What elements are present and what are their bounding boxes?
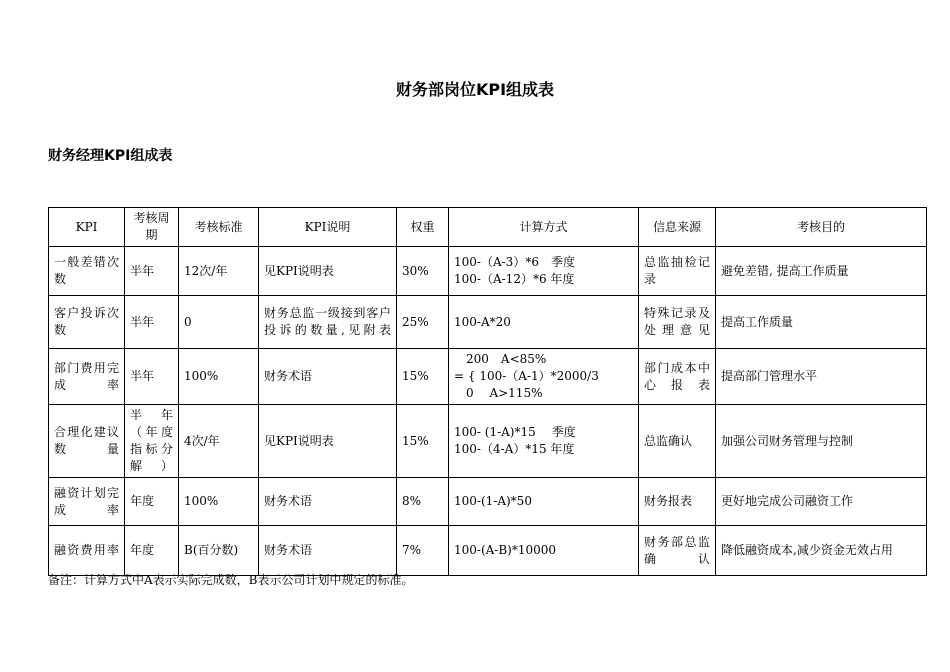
cell-weight: 30% — [397, 247, 449, 296]
cell-kpi: 一般差错次数 — [49, 247, 125, 296]
cell-source: 总监确认 — [639, 405, 716, 478]
header-kpi: KPI — [49, 208, 125, 247]
header-description: KPI说明 — [259, 208, 397, 247]
calc-line: 200 A<85% — [454, 352, 547, 366]
cell-purpose: 提高部门管理水平 — [716, 349, 927, 405]
cell-standard: 100% — [179, 478, 259, 526]
footnote: 备注：计算方式中A表示实际完成数，B表示公司计划中规定的标准。 — [48, 573, 414, 587]
cell-standard: B(百分数) — [179, 526, 259, 576]
cell-source: 部门成本中心报表 — [639, 349, 716, 405]
table-row — [49, 349, 927, 405]
calc-line: 0 A>115% — [454, 386, 543, 400]
cell-source: 财务部总监确认 — [639, 526, 716, 576]
cell-weight: 15% — [397, 405, 449, 478]
cell-kpi: 融资计划完成率 — [49, 478, 125, 526]
calc-line: 100-（4-A）*15 年度 — [454, 442, 575, 456]
header-period: 考核周期 — [125, 208, 179, 247]
cell-period: 半年 — [125, 247, 179, 296]
cell-standard: 0 — [179, 296, 259, 349]
calc-line: 100-A*20 — [454, 314, 511, 329]
cell-source: 总监抽检记录 — [639, 247, 716, 296]
section-title: 财务经理KPI组成表 — [48, 148, 173, 164]
cell-description: 财务术语 — [259, 349, 397, 405]
cell-period: 半年 — [125, 349, 179, 405]
calc-line: 100-（A-12）*6 年度 — [454, 272, 575, 286]
cell-kpi: 部门费用完成率 — [49, 349, 125, 405]
calc-line: 100-（A-3）*6 季度 — [454, 255, 575, 269]
header-calc: 计算方式 — [449, 208, 639, 247]
cell-calc — [449, 526, 639, 576]
table-row — [49, 405, 927, 478]
header-source: 信息来源 — [639, 208, 716, 247]
cell-purpose: 降低融资成本,减少资金无效占用 — [716, 526, 927, 576]
cell-calc — [449, 247, 639, 296]
table-row — [49, 296, 927, 349]
cell-weight: 8% — [397, 478, 449, 526]
cell-description: 财务总监一级接到客户投诉的数量,见附表 — [259, 296, 397, 349]
table-row — [49, 247, 927, 296]
cell-period: 半年 — [125, 296, 179, 349]
cell-weight: 7% — [397, 526, 449, 576]
cell-source: 财务报表 — [639, 478, 716, 526]
calc-line: = { 100-（A-1）*2000/3 — [454, 369, 599, 383]
cell-kpi: 合理化建议数量 — [49, 405, 125, 478]
calc-line: 100- (1-A)*15 季度 — [454, 425, 576, 439]
cell-period: 半年（年度指标分解） — [125, 405, 179, 478]
calc-line: 100-(1-A)*50 — [454, 494, 532, 508]
header-weight: 权重 — [397, 208, 449, 247]
table-row — [49, 526, 927, 576]
cell-weight: 15% — [397, 349, 449, 405]
cell-description: 财务术语 — [259, 526, 397, 576]
cell-period: 年度 — [125, 526, 179, 576]
cell-kpi: 客户投诉次数 — [49, 296, 125, 349]
cell-calc — [449, 478, 639, 526]
header-standard: 考核标准 — [179, 208, 259, 247]
table-header-row — [49, 208, 927, 247]
cell-period: 年度 — [125, 478, 179, 526]
table-row — [49, 478, 927, 526]
cell-standard: 12次/年 — [179, 247, 259, 296]
cell-standard: 4次/年 — [179, 405, 259, 478]
kpi-table — [48, 207, 927, 576]
cell-description: 见KPI说明表 — [259, 405, 397, 478]
cell-calc — [449, 405, 639, 478]
cell-purpose: 避免差错, 提高工作质量 — [716, 247, 927, 296]
cell-purpose: 更好地完成公司融资工作 — [716, 478, 927, 526]
page-title: 财务部岗位KPI组成表 — [395, 80, 555, 99]
cell-description: 财务术语 — [259, 478, 397, 526]
header-purpose: 考核目的 — [716, 208, 927, 247]
cell-source: 特殊记录及处理意见 — [639, 296, 716, 349]
cell-calc — [449, 349, 639, 405]
cell-purpose: 加强公司财务管理与控制 — [716, 405, 927, 478]
cell-calc — [449, 296, 639, 349]
calc-line: 100-(A-B)*10000 — [454, 543, 557, 557]
cell-kpi: 融资费用率 — [49, 526, 125, 576]
cell-purpose: 提高工作质量 — [716, 296, 927, 349]
cell-weight: 25% — [397, 296, 449, 349]
cell-description: 见KPI说明表 — [259, 247, 397, 296]
cell-standard: 100% — [179, 349, 259, 405]
